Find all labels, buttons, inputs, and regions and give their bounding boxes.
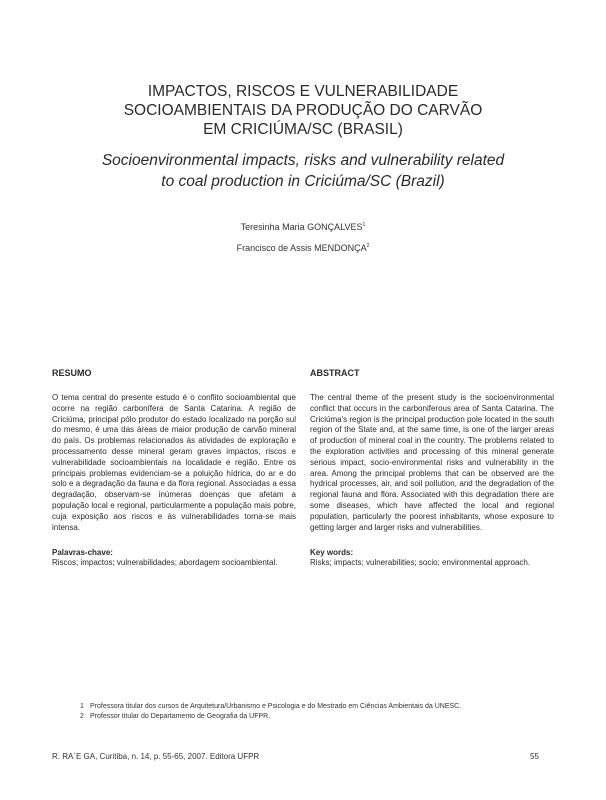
author-note-marker: 2: [366, 243, 370, 249]
title-line: EM CRICIÚMA/SC (BRASIL): [203, 121, 403, 138]
keywords-en: Risks; impacts; vulnerabilities; socio; environmental approach.: [310, 558, 531, 568]
footnote-number: 2: [80, 712, 84, 720]
keywords-pt: Riscos; impactos; vulnerabilidades; abordagem socioambiental.: [52, 558, 278, 568]
footnotes: [80, 702, 560, 721]
keywords-label-en: Key words:: [310, 548, 354, 558]
footnote: [80, 702, 560, 712]
author-name: Teresinha Maria GONÇALVES: [240, 222, 363, 232]
resumo-heading: RESUMO: [52, 368, 92, 378]
resumo-body: O tema central do presente estudo é o conflito socioambiental que ocorre na região carbonífera de Santa Catarina. A região de Criciúma, principal pólo produtor do estado localizado na porção sul do mesmo, é uma das áreas de maior produção de carvão mineral do país. Os problemas relacionados às atividades de exploração e processamento desse mineral geram graves impactos, riscos e vulnerabilidade socioambientais na localidade e região. Entre os principais problemas evidenciam-se a poluição hídrica, do ar e do solo e a degradação da fauna e da flora regional. Associadas a essa degradação, observam-se inúmeras doenças que afetam a população local e regional, particularmente a população mais pobre, cuja exposição aos riscos e às vulnerabilidades torna-se mais intensa.: [52, 393, 296, 532]
author-name: Francisco de Assis MENDONÇA: [236, 243, 367, 253]
abstract-heading: ABSTRACT: [310, 368, 360, 378]
page-number: 55: [530, 752, 539, 761]
author-list: [40, 216, 566, 258]
footnote-text: Professora titular dos cursos de Arquitetura/Urbanismo e Psicologia e do Mestrado em Ciências Ambientais da UNESC.: [90, 703, 462, 710]
abstract-body: The central theme of the present study is the socioenvironmental conflict that occurs in the carboniferous area of Santa Catarina. The Criciúma's region is the principal production pole located in the south region of the State and, at the same time, is one of the larger areas of production of mineral coal in the country. The problems related to the exploration activities and processing of this mineral generate serious impact, socio-environmental risks and vulnerability in the area. Among the principal problems that can be observed are the hydrical processes, air, and soil pollution, and the degradation of the regional fauna and flora. Associated with this degradation there are some diseases, which have affected the local and regional population, particularly the poorest inhabitants, whose exposure to getting larger and larger risks and vulnerabilities.: [310, 393, 554, 532]
resumo-section: [52, 368, 296, 568]
journal-citation: R. RA´E GA, Curitiba, n. 14, p. 55-65, 2007. Editora UFPR: [52, 752, 260, 761]
title-line: SOCIOAMBIENTAIS DA PRODUÇÃO DO CARVÃO: [123, 102, 483, 119]
footnote-number: 1: [80, 703, 84, 710]
keywords-label-pt: Palavras-chave:: [52, 548, 113, 558]
abstract-section: [310, 368, 554, 568]
title-line: IMPACTOS, RISCOS E VULNERABILIDADE: [147, 83, 459, 100]
subtitle-line: to coal production in Criciúma/SC (Brazil): [161, 173, 445, 190]
article-title-en: [40, 150, 566, 192]
footnote-text: Professor titular do Departamento de Geografia da UFPR.: [90, 712, 271, 720]
subtitle-line: Socioenvironmental impacts, risks and vulnerability related: [101, 152, 505, 169]
footnote: [80, 712, 560, 722]
article-title-pt: [40, 82, 566, 139]
author: [40, 216, 566, 237]
author: [40, 237, 566, 258]
author-note-marker: 1: [362, 222, 366, 228]
